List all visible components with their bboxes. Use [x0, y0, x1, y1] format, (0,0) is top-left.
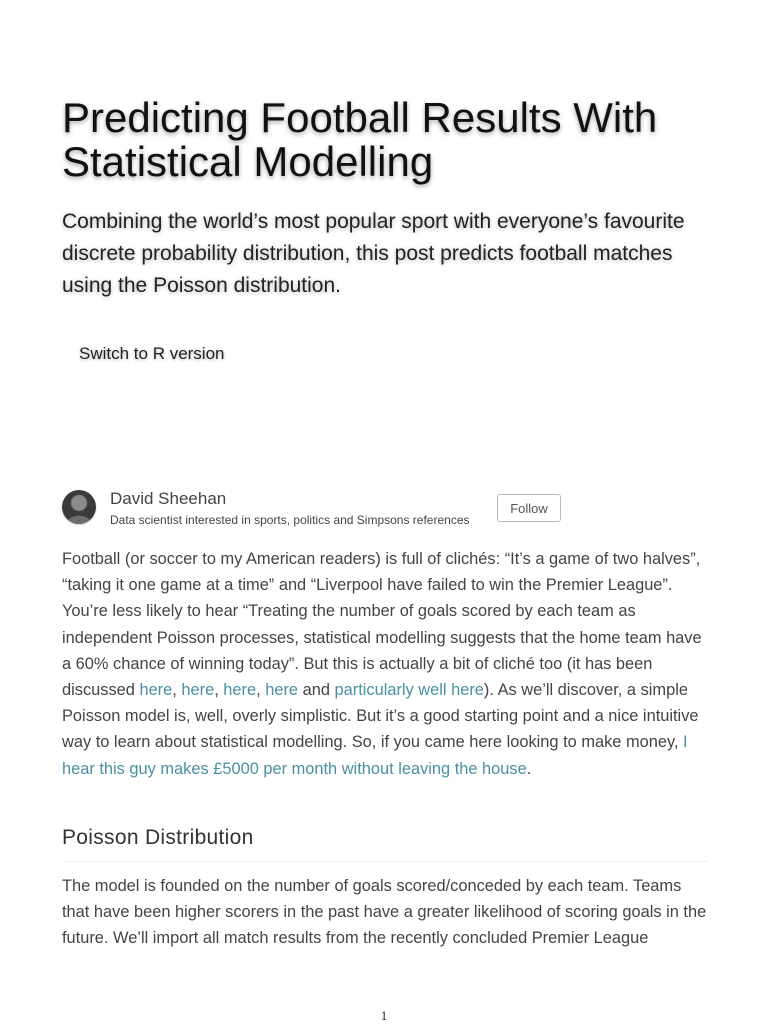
intro-paragraph [62, 546, 708, 782]
author-name[interactable]: David Sheehan [110, 489, 227, 508]
discussion-link-4[interactable]: here [265, 681, 299, 700]
money-link[interactable]: I hear this guy makes £5000 per month without leaving the house [62, 733, 688, 778]
separator: , [172, 681, 182, 700]
discussion-link-1[interactable]: here [139, 681, 173, 700]
switch-to-r-version-link[interactable]: Switch to R version [79, 344, 225, 363]
discussion-link-2[interactable]: here [181, 681, 215, 700]
page-number: 1 [380, 1008, 388, 1023]
intro-text-1: Football (or soccer to my American readers) is full of clichés: “It’s a game of two halves”, “taking it one game at a time” and “Liverpool have failed to win the Premier League”. You’re less likely to hear “Treating the number of goals scored by each team as independent Poisson processes, statistical modelling suggests that the home team have a 60% chance of winning today”. But this is actually a bit of cliché too (it has been discussed [62, 550, 702, 700]
follow-button[interactable]: Follow [497, 494, 561, 522]
separator: , [214, 681, 224, 700]
model-paragraph: The model is founded on the number of goals scored/conceded by each team. Teams that have been higher scorers in the past have a greater likelihood of scoring goals in the future. We’ll import all match results from the recently concluded Premier League [62, 877, 707, 948]
separator: , [256, 681, 266, 700]
discussion-link-particularly-well[interactable]: particularly well here [334, 681, 484, 700]
user-avatar-icon [62, 490, 96, 524]
section-heading-poisson-distribution: Poisson Distribution [62, 826, 254, 849]
discussion-link-3[interactable]: here [223, 681, 257, 700]
author-bio: Data scientist interested in sports, politics and Simpsons references [110, 513, 470, 527]
separator: and [298, 681, 335, 700]
author-byline [62, 488, 662, 528]
intro-text-2: ). As we’ll discover, a simple Poisson model is, well, overly simplistic. But it’s a good starting point and a nice intuitive way to learn about statistical modelling. So, if you came here looking to make money, [62, 681, 699, 752]
article-title: Predicting Football Results With Statistical Modelling [62, 94, 658, 185]
article-subtitle: Combining the world’s most popular sport with everyone’s favourite discrete probability distribution, this post predicts football matches using the Poisson distribution. [62, 210, 685, 297]
intro-text-3: . [526, 759, 532, 778]
avatar[interactable] [62, 490, 96, 524]
section-divider [62, 861, 708, 862]
